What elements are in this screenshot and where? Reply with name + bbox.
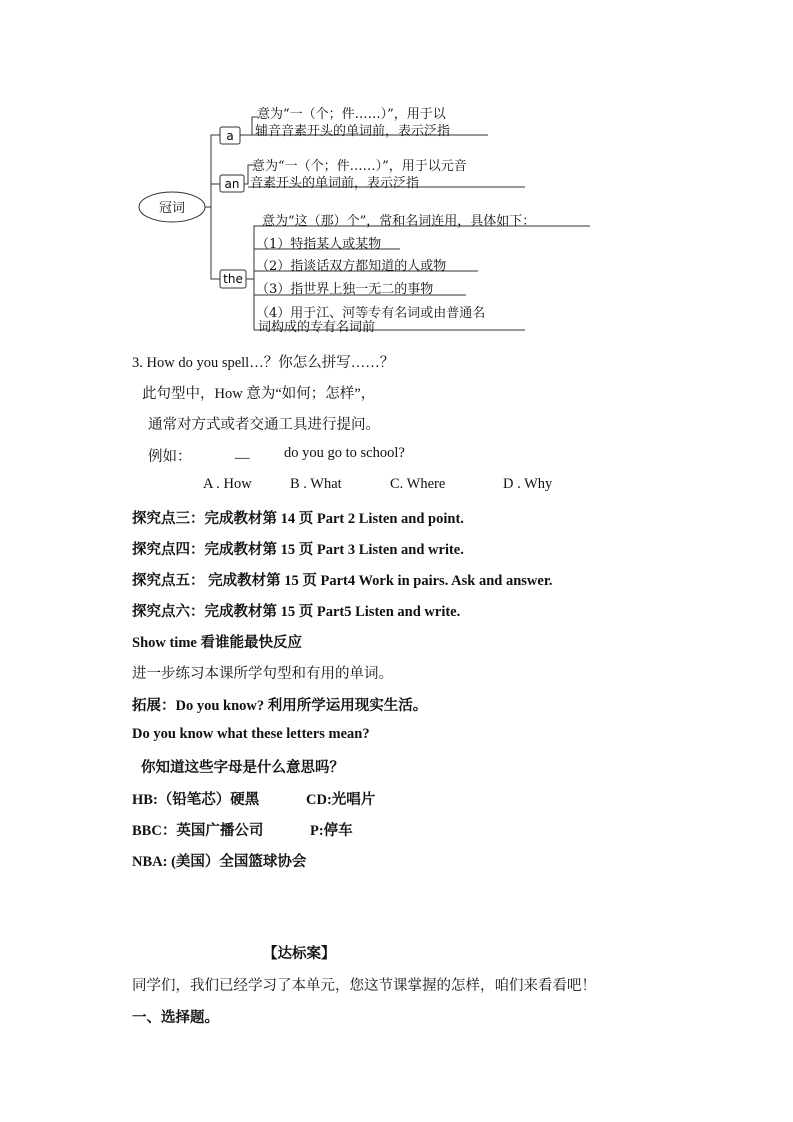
option-b: B . What [290, 476, 342, 492]
letter-p: P:停车 [310, 823, 353, 839]
assessment-intro: 同学们，我们已经学习了本单元，您这节课掌握的怎样，咱们来看看吧！ [132, 978, 596, 994]
the-item-2: （2）指谈话双方都知道的人或物 [256, 259, 447, 274]
section3-line2: 通常对方式或者交通工具进行提问。 [148, 417, 380, 433]
node-an-label: an [224, 177, 240, 191]
showtime-text: 进一步练习本课所学句型和有用的单词。 [132, 666, 393, 682]
letter-nba: NBA: (美国）全国篮球协会 [132, 854, 307, 870]
root-label: 冠词 [158, 201, 186, 216]
an-desc-line2: 音素开头的单词前，表示泛指 [250, 176, 420, 191]
example-blank: __ [235, 445, 250, 461]
the-item-3: （3）指世界上独一无二的事物 [256, 282, 434, 297]
a-desc-line2: 辅音音素开头的单词前，表示泛指 [255, 124, 451, 139]
section3-heading: 3. How do you spell…？你怎么拼写……？ [132, 355, 395, 371]
option-a: A . How [203, 476, 252, 492]
the-intro: 意为“这（那）个”，常和名词连用，具体如下： [262, 214, 536, 229]
assessment-title: 【达标案】 [263, 946, 336, 962]
explore-point-4: 探究点四：完成教材第 15 页 Part 3 Listen and write. [132, 542, 464, 558]
option-c: C. Where [390, 476, 446, 492]
extension-heading: 拓展：Do you know? 利用所学运用现实生活。 [132, 698, 428, 714]
section3-line1: 此句型中，How 意为“如何；怎样”， [142, 386, 376, 402]
example-text: do you go to school? [284, 445, 405, 461]
example-label: 例如： [148, 449, 192, 465]
showtime-heading: Show time 看谁能最快反应 [132, 635, 302, 651]
letters-question-en: Do you know what these letters mean? [132, 726, 370, 742]
section1-heading: 一、选择题。 [132, 1010, 219, 1026]
node-a-label: a [226, 129, 234, 143]
explore-point-6: 探究点六：完成教材第 15 页 Part5 Listen and write. [132, 604, 461, 620]
the-item-4: （4）用于江、河等专有名词或由普通名 [256, 306, 486, 321]
letter-bbc: BBC：英国广播公司 [132, 823, 264, 839]
the-item-1: （1）特指某人或某物 [256, 237, 382, 252]
letter-cd: CD:光唱片 [306, 792, 376, 808]
explore-point-5: 探究点五： 完成教材第 15 页 Part4 Work in pairs. Ask and answer. [132, 573, 553, 589]
option-d: D . Why [503, 476, 553, 492]
the-item-4-cont: 词构成的专有名词前 [258, 320, 376, 335]
explore-point-3: 探究点三：完成教材第 14 页 Part 2 Listen and point. [132, 511, 464, 527]
an-desc-line1: 意为“一（个；件……）”，用于以元音 [252, 159, 467, 174]
letter-hb: HB:（铅笔芯）硬黑 [132, 792, 260, 808]
a-desc-line1: 意为“一（个；件……）”，用于以 [257, 107, 446, 122]
node-the-label: the [223, 272, 243, 286]
letters-question-zh: 你知道这些字母是什么意思吗？ [141, 760, 344, 776]
